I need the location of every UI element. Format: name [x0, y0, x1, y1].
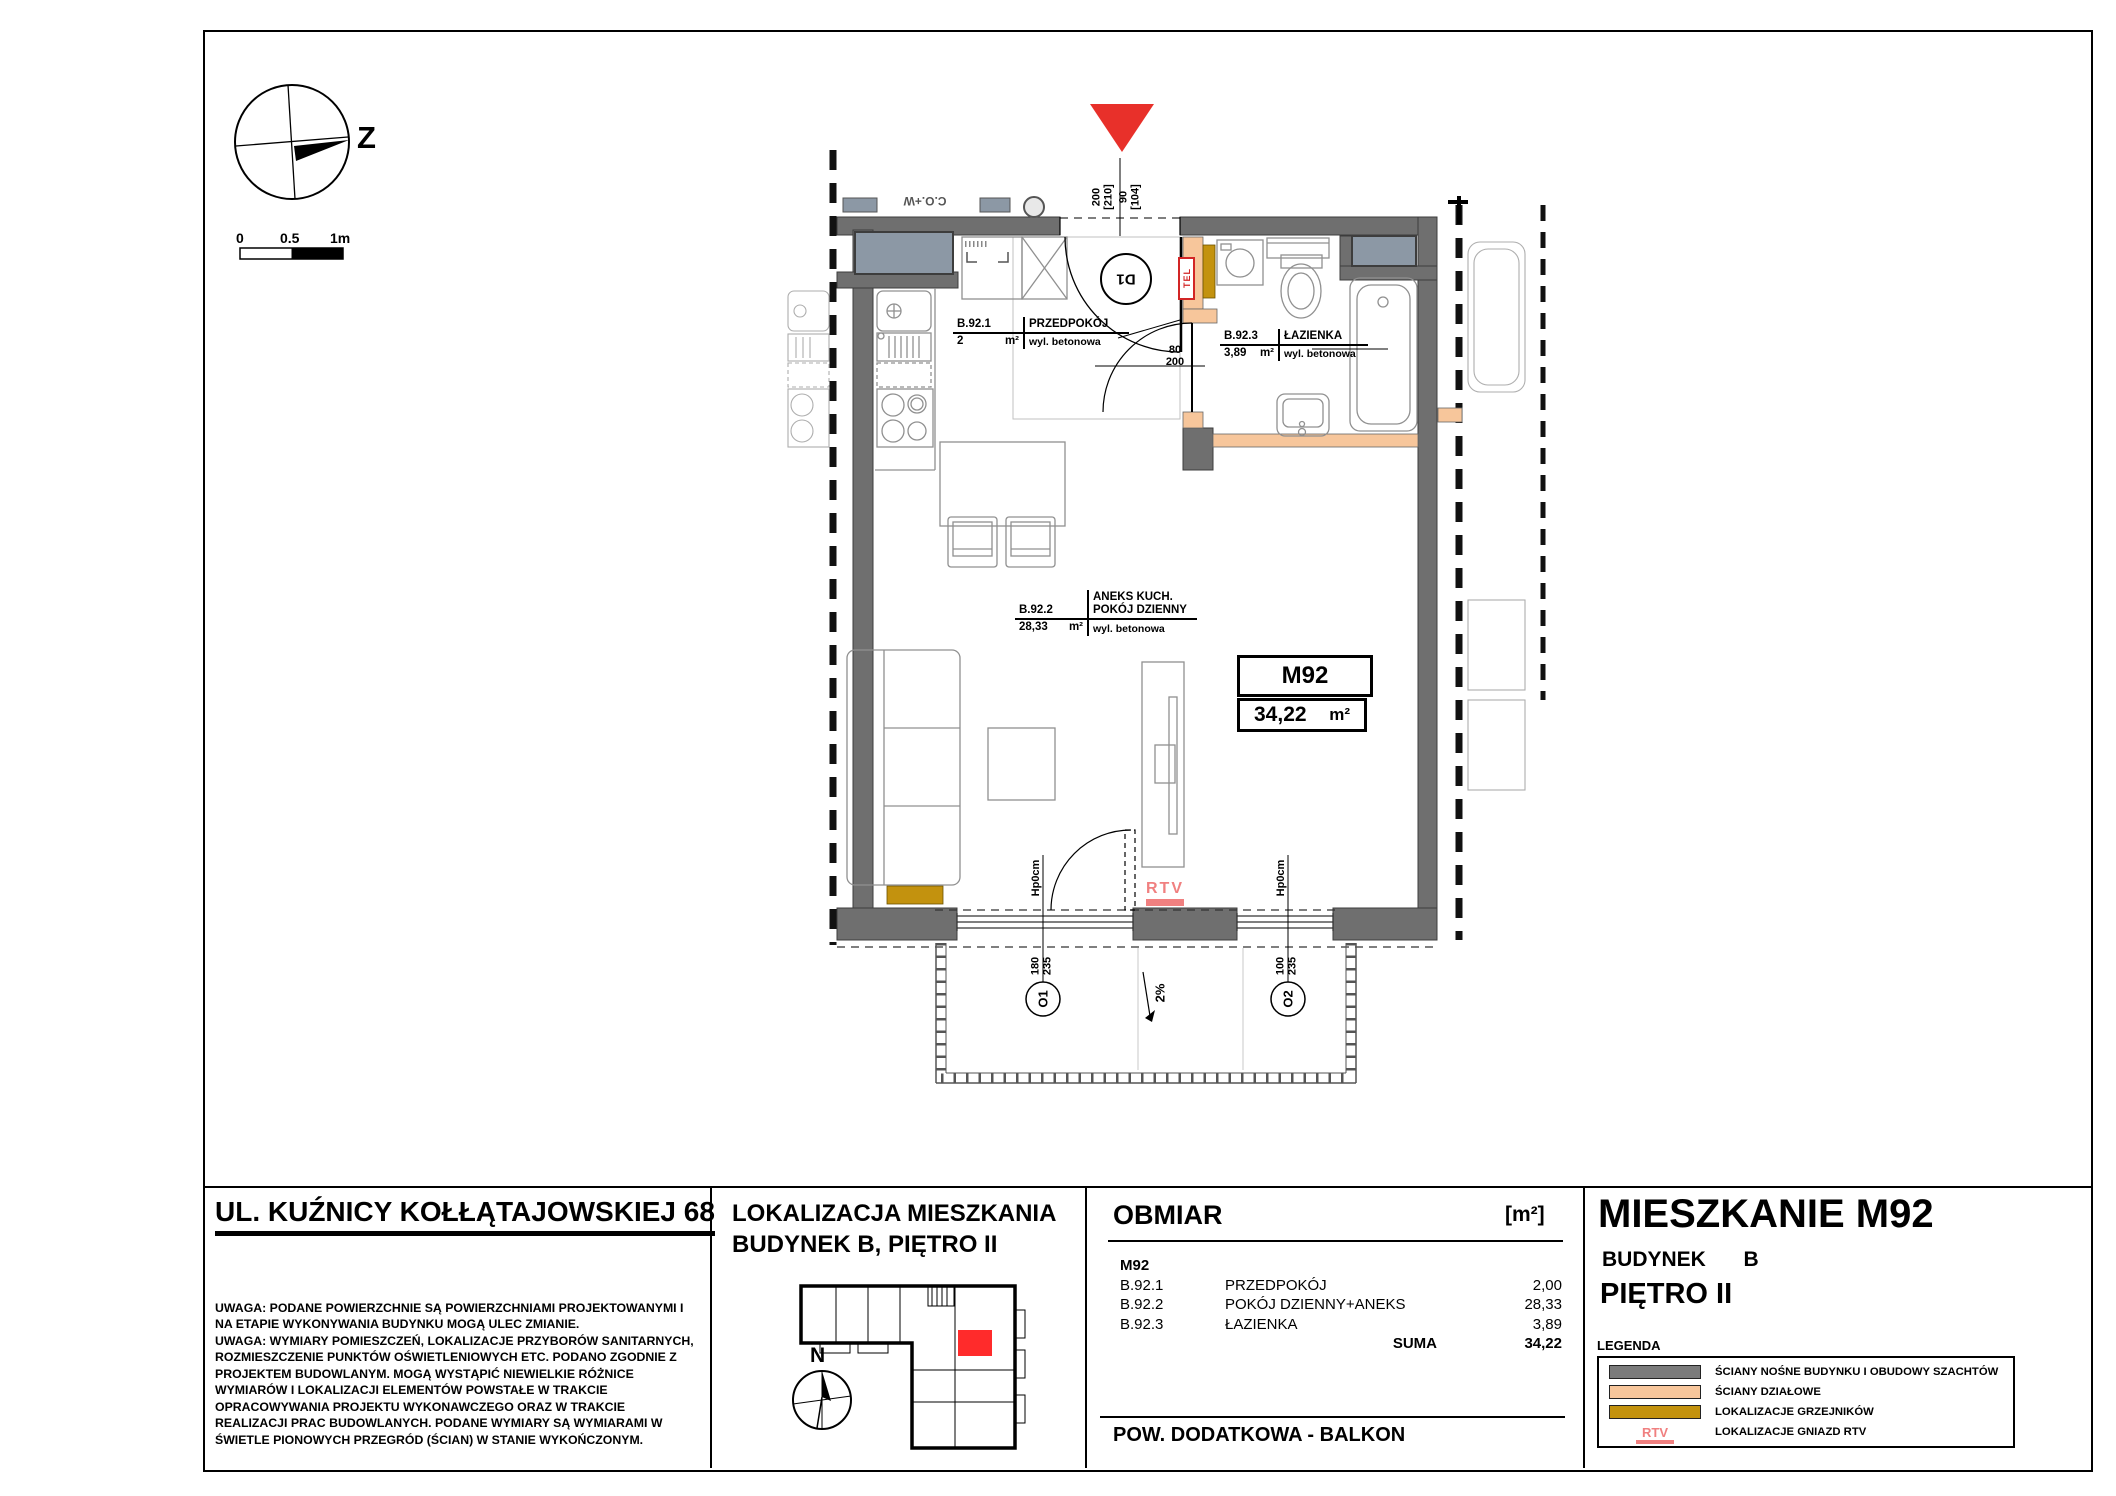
obmiar-row: B.92.3 ŁAZIENKA 3,89: [1120, 1315, 1562, 1333]
window2-sill-label: Hp0cm: [1275, 859, 1287, 897]
room-label-pokoj: B.92.2 ANEKS KUCH. POKÓJ DZIENNY 28,33 m² wyl. betonowa: [1015, 590, 1197, 636]
entry-door-tag: D1: [1116, 270, 1136, 288]
titleblock-divider-3: [1583, 1186, 1585, 1468]
legend-swatch-partitions: [1609, 1385, 1701, 1399]
scale-tick-05: 0.5: [280, 230, 300, 246]
apartment-building: BUDYNEK B: [1602, 1248, 1759, 1271]
obmiar-sum-row: SUMA 34,22: [1392, 1335, 1562, 1352]
legend-rtv-symbol: RTV: [1609, 1425, 1701, 1440]
window2-dims: 100 235: [1274, 956, 1298, 976]
window2-tag: O2: [1280, 990, 1296, 1008]
obmiar-row: B.92.1 PRZEDPOKÓJ 2,00: [1120, 1276, 1562, 1294]
street-address: UL. KUŹNICY KOŁŁĄTAJOWSKIEJ 68: [215, 1196, 715, 1236]
unit-id-box: M92: [1237, 655, 1373, 697]
legend-swatch-radiators: [1609, 1405, 1701, 1419]
apartment-floor: PIĘTRO II: [1600, 1278, 1733, 1310]
unit-area-box: 34,22 m²: [1237, 698, 1367, 732]
bath-door-dim: 80 200: [1165, 344, 1185, 369]
note-1: UWAGA: PODANE POWIERZCHNIE SĄ POWIERZCHNIAMI PROJEKTOWANYMI I NA ETAPIE WYKONYWANIA BUDYNKU MOGĄ ULEC ZMIANIE.: [215, 1301, 684, 1332]
obmiar-group: M92: [1120, 1257, 1150, 1274]
notes: [215, 1300, 697, 1448]
entry-dim-width: 90 [104]: [1117, 184, 1141, 210]
obmiar-table: [1120, 1256, 1562, 1354]
compass-direction-label: Z: [357, 120, 376, 155]
scale-tick-0: 0: [236, 230, 244, 246]
legend: [1597, 1356, 2015, 1448]
titleblock-top-line: [203, 1186, 2091, 1188]
obmiar-row: B.92.2 POKÓJ DZIENNY+ANEKS 28,33: [1120, 1296, 1562, 1313]
note-2: UWAGA: WYMIARY POMIESZCZEŃ, LOKALIZACJE PRZYBORÓW SANITARNYCH, ROZMIESZCZENIE PUNKTÓW OŚWIETLENIOWYCH ETC. PODANO ZGODNIE Z PROJEKTEM BUDOWLANYM. MOGĄ WYSTĄPIĆ NIEWIELKIE RÓŻNICE WYMIARÓW I LOKALIZACJI ELEMENTÓW POWSTAŁE W TRAKCIE OPRACOWYWANIA PROJEKTU WYKONAWCZEGO ORAZ W TRAKCIE REALIZACJI PRAC BUDOWLANYCH. PODANE WYMIARY SĄ WYMIARAMI W ŚWIETLE PIONOWYCH PRZEGRÓD (ŚCIAN) W STANIE WYKOŃCZONYM.: [215, 1333, 694, 1447]
room-label-przedpokoj: B.92.1 PRZEDPOKÓJ 2 m² wyl. betonowa: [953, 317, 1129, 349]
obmiar-unit-header: [m²]: [1505, 1203, 1545, 1226]
scale-tick-1m: 1m: [330, 230, 351, 246]
rtv-socket-marker: RTV: [1146, 880, 1184, 906]
entry-dim-height: 200 [210]: [1090, 184, 1114, 210]
legend-item: RTV LOKALIZACJE GNIAZD RTV: [1609, 1422, 2003, 1442]
additional-area-label: POW. DODATKOWA - BALKON: [1113, 1424, 1406, 1446]
obmiar-rule: [1108, 1240, 1563, 1242]
legend-item: ŚCIANY NOŚNE BUDYNKU I OBUDOWY SZACHTÓW: [1609, 1362, 2003, 1382]
obmiar-title: OBMIAR: [1113, 1200, 1223, 1230]
legend-swatch-walls: [1609, 1365, 1701, 1379]
tel-marker-label: TEL: [1181, 268, 1192, 288]
keyplan-compass-label: N: [810, 1344, 826, 1367]
legend-item: ŚCIANY DZIAŁOWE: [1609, 1382, 2003, 1402]
neighbor-co-w-label: C.O.+W: [903, 194, 947, 208]
location-heading: LOKALIZACJA MIESZKANIA BUDYNEK B, PIĘTRO II: [732, 1200, 1057, 1259]
titleblock-divider-2: [1085, 1186, 1087, 1468]
legend-item: LOKALIZACJE GRZEJNIKÓW: [1609, 1402, 2003, 1422]
window1-sill-label: Hp0cm: [1030, 859, 1042, 897]
window1-tag: O1: [1035, 990, 1051, 1008]
obmiar-bottom-line: [1100, 1416, 1565, 1418]
legend-title: LEGENDA: [1597, 1338, 1661, 1353]
room-label-lazienka: B.92.3 ŁAZIENKA 3,89 m² wyl. betonowa: [1220, 329, 1368, 361]
balcony-slope-label: 2%: [1152, 983, 1168, 1003]
window1-dims: 180 235: [1029, 956, 1053, 976]
apartment-title: MIESZKANIE M92: [1598, 1192, 1934, 1236]
